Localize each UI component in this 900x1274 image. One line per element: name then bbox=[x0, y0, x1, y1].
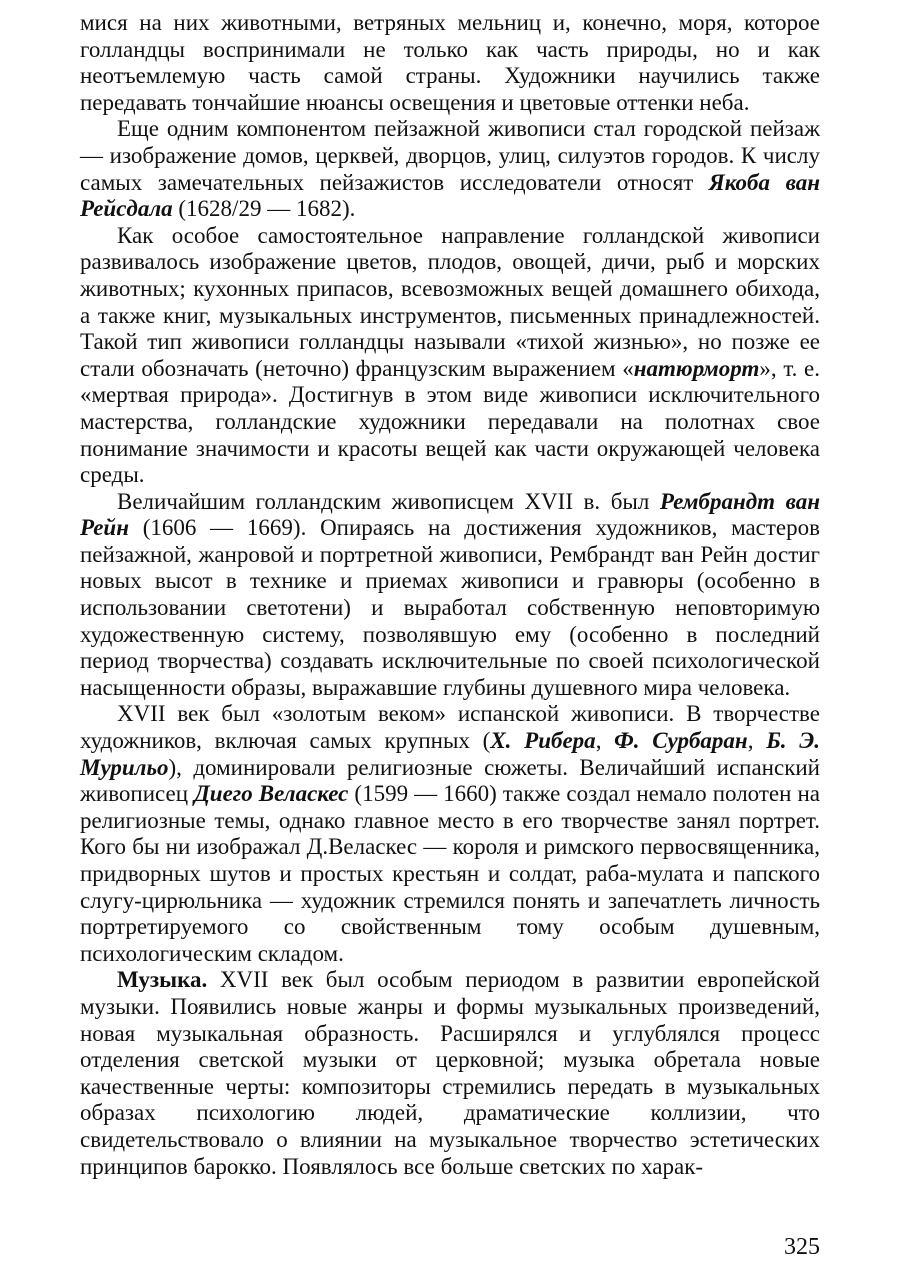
emphasized-name: Диего Веласкес bbox=[194, 781, 349, 807]
text-run: ), доминировали религиозные сюжеты. Величайший испанский живописец bbox=[80, 754, 820, 807]
text-run: Как особое самостоятельное направление голландской живописи развивалось изображение цветов, плодов, овощей, дичи, рыб и морских животных; кухонных припасов, всевозможных вещей домашнего обихода, а также книг, музыкальных инструментов, письменных принадлежностей. Такой тип живописи голландцы называли «тихой жизнью», но позже ее стали обозначать (неточно) французским выражением « bbox=[80, 222, 820, 381]
text-run: , bbox=[595, 728, 615, 754]
text-run: (1606 — 1669). Опираясь на достижения художников, мастеров пейзажной, жанровой и портретной живописи, Рембрандт ван Рейн достиг новых высот в технике и приемах живописи и гравюры (особенно в использовании светотени) и выработал собственную неповторимую художественную систему, позволявшую ему (особенно в последний период творчества) создавать исключительные по своей психологической насыщенности образы, выражавшие глубины душевного мира человека. bbox=[80, 515, 820, 700]
section-heading: Музыка. bbox=[117, 967, 208, 993]
emphasized-name: Якоба ван Рейсдала bbox=[80, 169, 820, 222]
text-run: », т. е. «мертвая природа». Достигнув в этом виде живописи исключительного мастерства, голландские художники передавали на полотнах свое понимание значимости и красоты вещей как части окружающей человека среды. bbox=[80, 355, 820, 488]
text-run: (1599 — 1660) также создал немало полотен на религиозные темы, однако главное место в его творчестве занял портрет. Кого бы ни изображал Д.Веласкес — короля и римского первосвященника, придворных шутов и простых крестьян и солдат, раба-мулата и папского слугу-цирюльника — художник стремился понять и запечатлеть личность портретируемого со свойственным тому особым душевным, психологическим складом. bbox=[80, 781, 820, 966]
paragraph bbox=[80, 701, 820, 967]
paragraph bbox=[80, 967, 820, 1180]
emphasized-name: Б. Э. Мурильо bbox=[80, 728, 820, 780]
text-run: мися на них животными, ветряных мельниц и, конечно, моря, которое голландцы воспринимали не только как часть природы, но и как неотъемлемую часть самой страны. Художники научились также передавать тончайшие нюансы освещения и цветовые оттенки неба. bbox=[80, 10, 820, 115]
text-run: Величайшим голландским живописцем XVII в. был bbox=[117, 488, 660, 514]
page-text bbox=[80, 10, 820, 1180]
emphasized-name: Рембрандт ван Рейн bbox=[80, 488, 820, 541]
paragraph bbox=[80, 223, 820, 489]
emphasized-name: Х. Рибера bbox=[490, 728, 596, 754]
text-run: (1628/29 — 1682). bbox=[172, 196, 356, 222]
text-run: XVII век был особым периодом в развитии европейской музыки. Появились новые жанры и формы музыкальных произведений, новая музыкальная образность. Расширялся и углублялся процесс отделения светской музыки от церковной; музыка обретала новые качественные черты: композиторы стремились передать в музыкальных образах психологию людей, драматические коллизии, что свидетельствовало о влиянии на музыкальное творчество эстетических принципов барокко. Появлялось все больше светских по харак- bbox=[80, 967, 820, 1179]
text-run: XVII век был «золотым веком» испанской живописи. В творчестве художников, включая самых крупных ( bbox=[80, 701, 820, 754]
paragraph bbox=[80, 116, 820, 222]
text-run: Еще одним компонентом пейзажной живописи стал городской пейзаж — изображение домов, церквей, дворцов, улиц, силуэтов городов. К числу самых замечательных пейзажистов исследователи относят bbox=[80, 116, 820, 195]
emphasized-name: натюрморт bbox=[633, 355, 760, 381]
text-run: , bbox=[747, 728, 767, 754]
paragraph bbox=[80, 489, 820, 702]
emphasized-name: Ф. Сурбаран bbox=[614, 728, 748, 754]
paragraph bbox=[80, 10, 820, 116]
page-number: 325 bbox=[784, 1234, 820, 1260]
